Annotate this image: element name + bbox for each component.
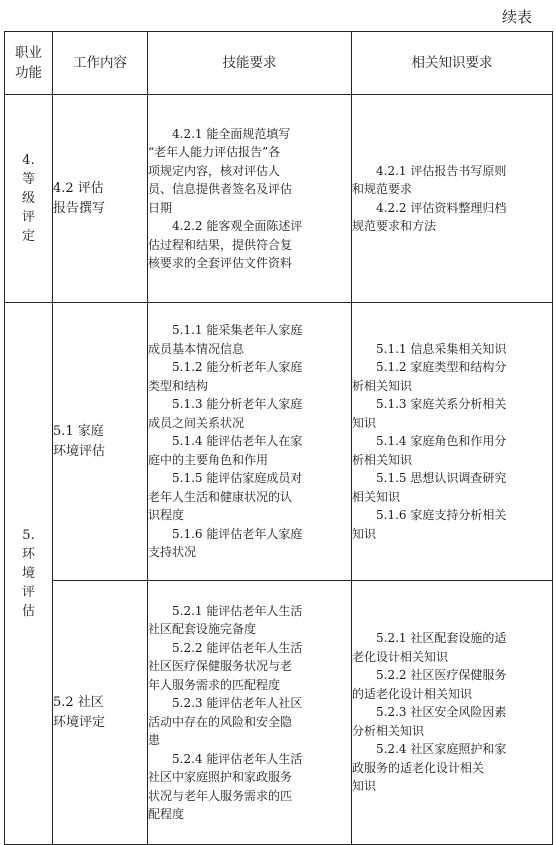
skill-line: “老年人能力评估报告”各 [148,145,281,159]
skill-line: 5.1.6 能评估老年人家庭 [172,526,303,541]
header-knowledge-requirements: 相关知识要求 [352,32,553,95]
function-char: 评 [21,210,35,225]
skill-line: 5.1.5 能评估家庭成员对 [172,471,303,486]
skill-line: 活动中存在的风险和安全隐 [148,714,293,729]
skill-line: 项规定内容，核对评估人 [148,163,281,178]
knowledge-cell [352,95,553,303]
skill-cell [148,95,352,303]
competency-table [4,31,553,845]
header-work-content: 工作内容 [53,32,148,95]
content-line: 5.2 社区 [53,694,104,710]
function-char: 定 [21,229,35,244]
function-char: 环 [21,547,35,562]
table-row [5,95,553,303]
skill-line: 成员之间关系状况 [148,415,245,430]
knowledge-line: 4.2.1 评估报告书写原则 [376,163,507,178]
knowledge-line: 和规范要求 [352,182,413,196]
content-line: 4.2 评估 [53,180,104,196]
skill-line: 5.1.4 能评估老年人在家 [172,434,303,449]
knowledge-line: 析相关知识 [352,378,413,393]
skill-line: 庭中的主要角色和作用 [148,452,269,467]
function-char: 级 [21,191,35,206]
skill-line: 5.2.3 能评估老年人社区 [172,696,303,710]
skill-line: 5.2.1 能评估老年人生活 [172,603,303,618]
knowledge-line: 析相关知识 [352,452,413,467]
header-function [5,32,53,95]
function-char: 等 [21,172,35,187]
content-line: 环境评估 [53,443,106,459]
knowledge-line: 相关知识 [352,489,401,504]
work-content-cell [53,303,148,581]
function-char: 5. [22,528,35,543]
skill-line: 社区医疗保健服务状况与老 [148,659,293,673]
knowledge-line: 知识 [352,415,377,430]
work-content-cell [53,581,148,845]
skill-line: 4.2.2 能客观全面陈述评 [172,219,303,233]
skill-line: 配程度 [148,807,185,821]
skill-line: 老年人生活和健康状况的认 [148,489,293,504]
knowledge-line: 5.2.2 社区医疗保健服务 [376,668,507,683]
knowledge-line: 分析相关知识 [352,723,425,738]
function-cell [5,95,53,303]
knowledge-line: 5.2.1 社区配套设施的适 [376,631,507,646]
skill-line: 成员基本情况信息 [148,341,245,356]
content-line: 报告撰写 [53,200,106,216]
skill-line: 类型和结构 [148,378,209,393]
skill-line: 5.1.2 能分析老年人家庭 [172,360,303,375]
header-row [5,32,553,95]
skill-line: 社区中家庭照护和家政服务 [148,770,293,784]
skill-line: 4.2.1 能全面规范填写 [172,126,291,141]
content-line: 环境评定 [53,714,106,730]
knowledge-line: 政服务的适老化设计相关 [352,760,485,775]
skill-cell [148,581,352,845]
knowledge-line: 5.1.5 思想认识调查研究 [376,471,507,486]
skill-line: 支持状况 [148,545,197,560]
skill-line: 识程度 [148,508,185,523]
knowledge-cell [352,581,553,845]
knowledge-line: 5.2.3 社区安全风险因素 [376,705,507,720]
function-char: 评 [21,585,35,600]
knowledge-line: 规范要求和方法 [352,219,437,233]
knowledge-line: 5.2.4 社区家庭照护和家 [376,742,507,757]
skill-line: 社区配套设施完备度 [148,622,257,636]
skill-line: 员、信息提供者签名及评估 [148,182,293,196]
continued-label: 续表 [501,8,532,26]
skill-line: 5.1.3 能分析老年人家庭 [172,397,303,412]
function-char: 估 [21,604,35,619]
knowledge-line: 老化设计相关知识 [352,649,449,664]
header-skill-requirements: 技能要求 [148,32,352,95]
table-row [5,581,553,845]
skill-line: 日期 [148,200,173,215]
knowledge-cell [352,303,553,581]
knowledge-line: 5.1.1 信息采集相关知识 [376,341,507,356]
knowledge-line: 4.2.2 评估资料整理归档 [376,200,507,215]
header-function-line: 功能 [15,65,42,81]
skill-line: 状况与老年人服务需求的匹 [148,788,293,803]
knowledge-line: 5.1.4 家庭角色和作用分 [376,434,507,449]
skill-line: 患 [148,733,161,747]
knowledge-line: 5.1.6 家庭支持分析相关 [376,508,507,523]
skill-line: 5.1.1 能采集老年人家庭 [172,323,303,338]
function-char: 4. [22,153,35,168]
skill-line: 5.2.4 能评估老年人生活 [172,751,303,766]
header-function-line: 职业 [15,45,42,61]
knowledge-line: 的适老化设计相关知识 [352,686,473,701]
knowledge-line: 5.1.3 家庭关系分析相关 [376,397,507,412]
skill-cell [148,303,352,581]
knowledge-line: 5.1.2 家庭类型和结构分 [376,360,507,375]
skill-line: 5.2.2 能评估老年人生活 [172,640,303,655]
skill-line: 年人服务需求的匹配程度 [148,677,281,692]
knowledge-line: 知识 [352,779,377,794]
content-line: 5.1 家庭 [53,423,104,439]
skill-line: 核要求的全套评估文件资料 [148,256,293,270]
knowledge-line: 知识 [352,526,377,541]
skill-line: 估过程和结果，提供符合复 [148,237,293,252]
work-content-cell [53,95,148,303]
function-char: 境 [21,566,35,581]
function-cell [5,303,53,845]
table-row [5,303,553,581]
